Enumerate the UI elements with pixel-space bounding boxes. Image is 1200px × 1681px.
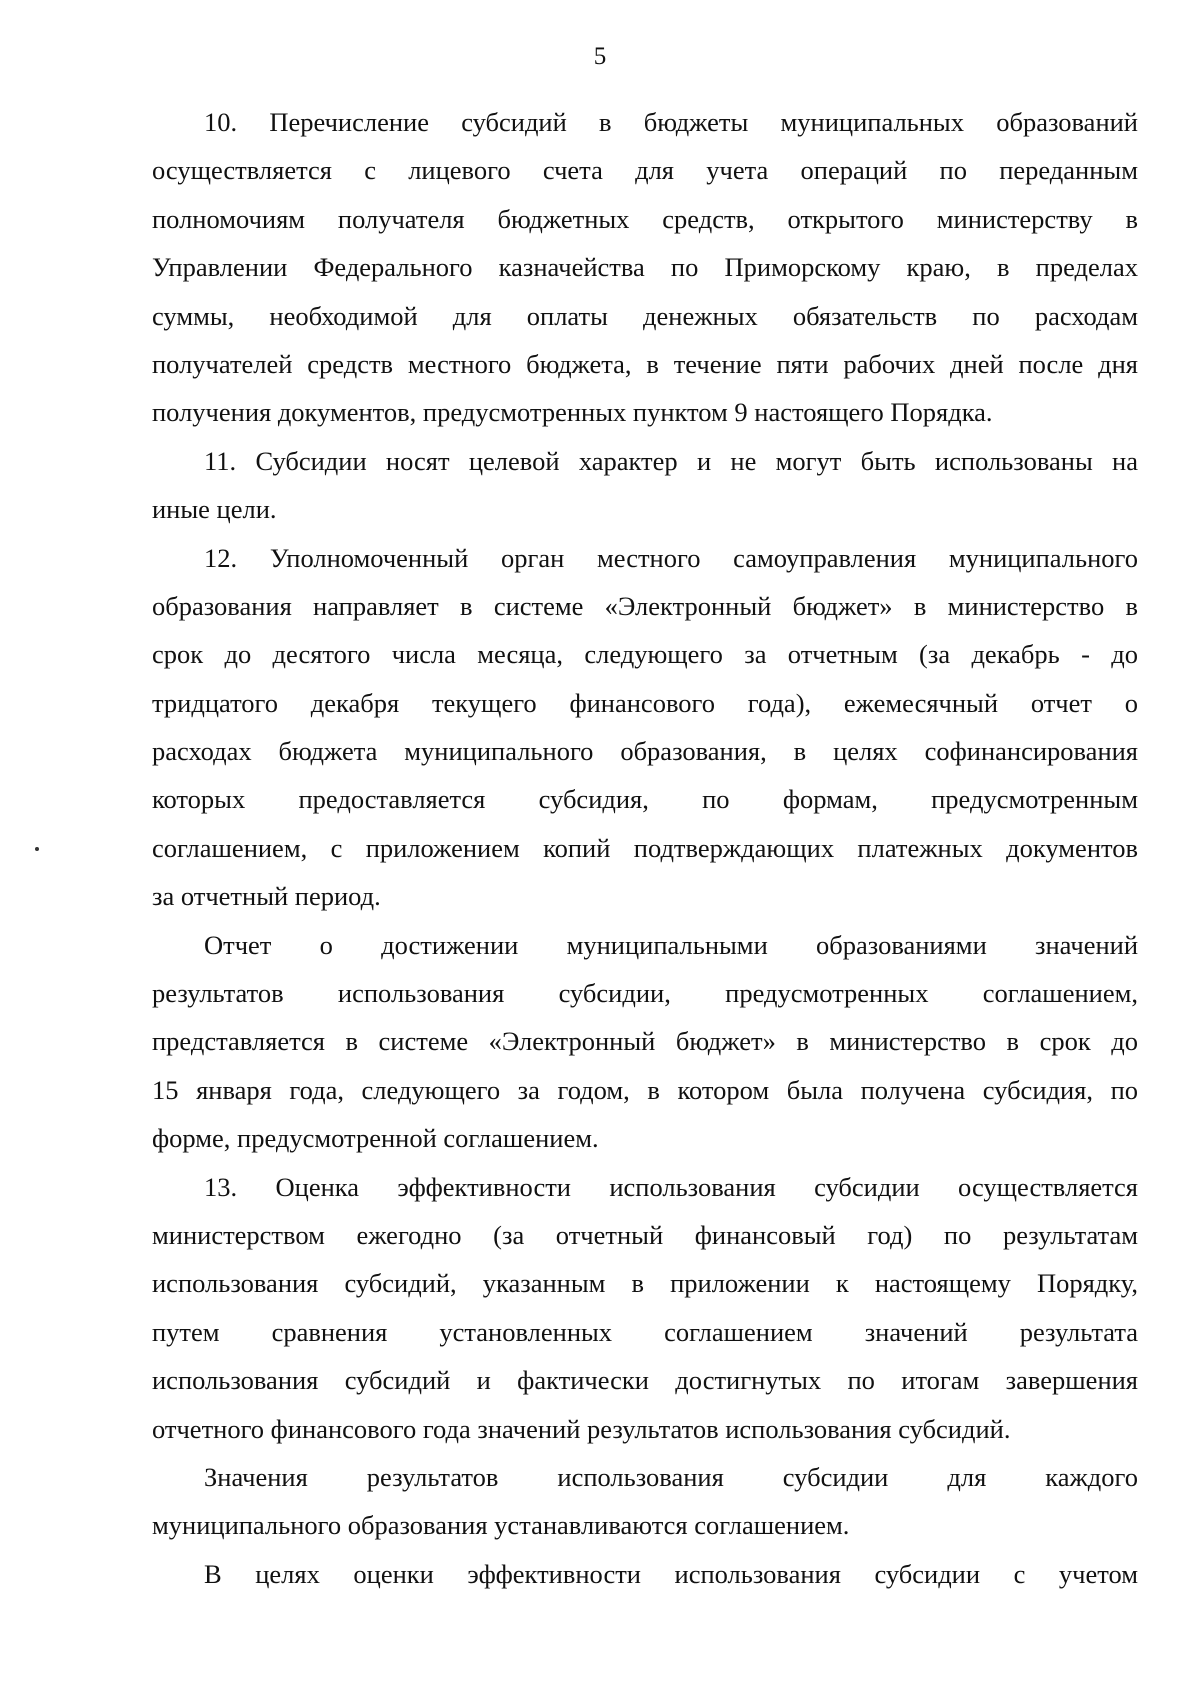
text-line: 15 января года, следующего за годом, в котором была получена субсидия, по [152,1074,1138,1105]
text-line: образования направляет в системе «Электронный бюджет» в министерство в [152,590,1138,621]
text-line: расходах бюджета муниципального образования, в целях софинансирования [152,736,1138,767]
text-line: представляется в системе «Электронный бюджет» в министерство в срок до [152,1026,1138,1057]
text-line: 13. Оценка эффективности использования субсидии осуществляется [204,1171,1138,1202]
text-line: соглашением, с приложением копий подтверждающих платежных документов [152,832,1138,863]
text-line: В целях оценки эффективности использования субсидии с учетом [204,1558,1138,1589]
text-line: использования субсидий и фактически достигнутых по итогам завершения [152,1365,1138,1396]
text-line: использования субсидий, указанным в приложении к настоящему Порядку, [152,1268,1138,1299]
text-line: срок до десятого числа месяца, следующего за отчетным (за декабрь - до [152,639,1138,670]
text-line: результатов использования субсидии, предусмотренных соглашением, [152,978,1138,1009]
text-line: которых предоставляется субсидия, по формам, предусмотренным [152,784,1138,815]
text-line: иные цели. [152,494,277,525]
text-line: Управлении Федерального казначейства по Приморскому краю, в пределах [152,252,1138,283]
text-line: получения документов, предусмотренных пунктом 9 настоящего Порядка. [152,397,993,428]
page-number: 5 [593,43,607,70]
document-body [152,98,1138,1598]
text-line: министерством ежегодно (за отчетный финансовый год) по результатам [152,1219,1138,1250]
text-line: получателей средств местного бюджета, в течение пяти рабочих дней после дня [152,348,1138,379]
text-line: осуществляется с лицевого счета для учета операций по переданным [152,155,1138,186]
text-line: тридцатого декабря текущего финансового года), ежемесячный отчет о [152,687,1138,718]
text-line: муниципального образования устанавливаются соглашением. [152,1510,850,1541]
text-line: путем сравнения установленных соглашением значений результата [152,1316,1138,1347]
text-line: за отчетный период. [152,881,381,912]
scan-speck [35,847,39,851]
text-line: полномочиям получателя бюджетных средств, открытого министерству в [152,203,1138,234]
text-line: Значения результатов использования субсидии для каждого [204,1461,1138,1492]
text-line: отчетного финансового года значений результатов использования субсидий. [152,1413,1011,1444]
text-line: 11. Субсидии носят целевой характер и не могут быть использованы на [204,445,1138,476]
text-line: 10. Перечисление субсидий в бюджеты муниципальных образований [204,107,1138,137]
text-line: Отчет о достижении муниципальными образованиями значений [204,929,1138,960]
text-line: форме, предусмотренной соглашением. [152,1123,599,1154]
text-line: 12. Уполномоченный орган местного самоуправления муниципального [204,542,1138,573]
text-line: суммы, необходимой для оплаты денежных обязательств по расходам [152,300,1138,331]
